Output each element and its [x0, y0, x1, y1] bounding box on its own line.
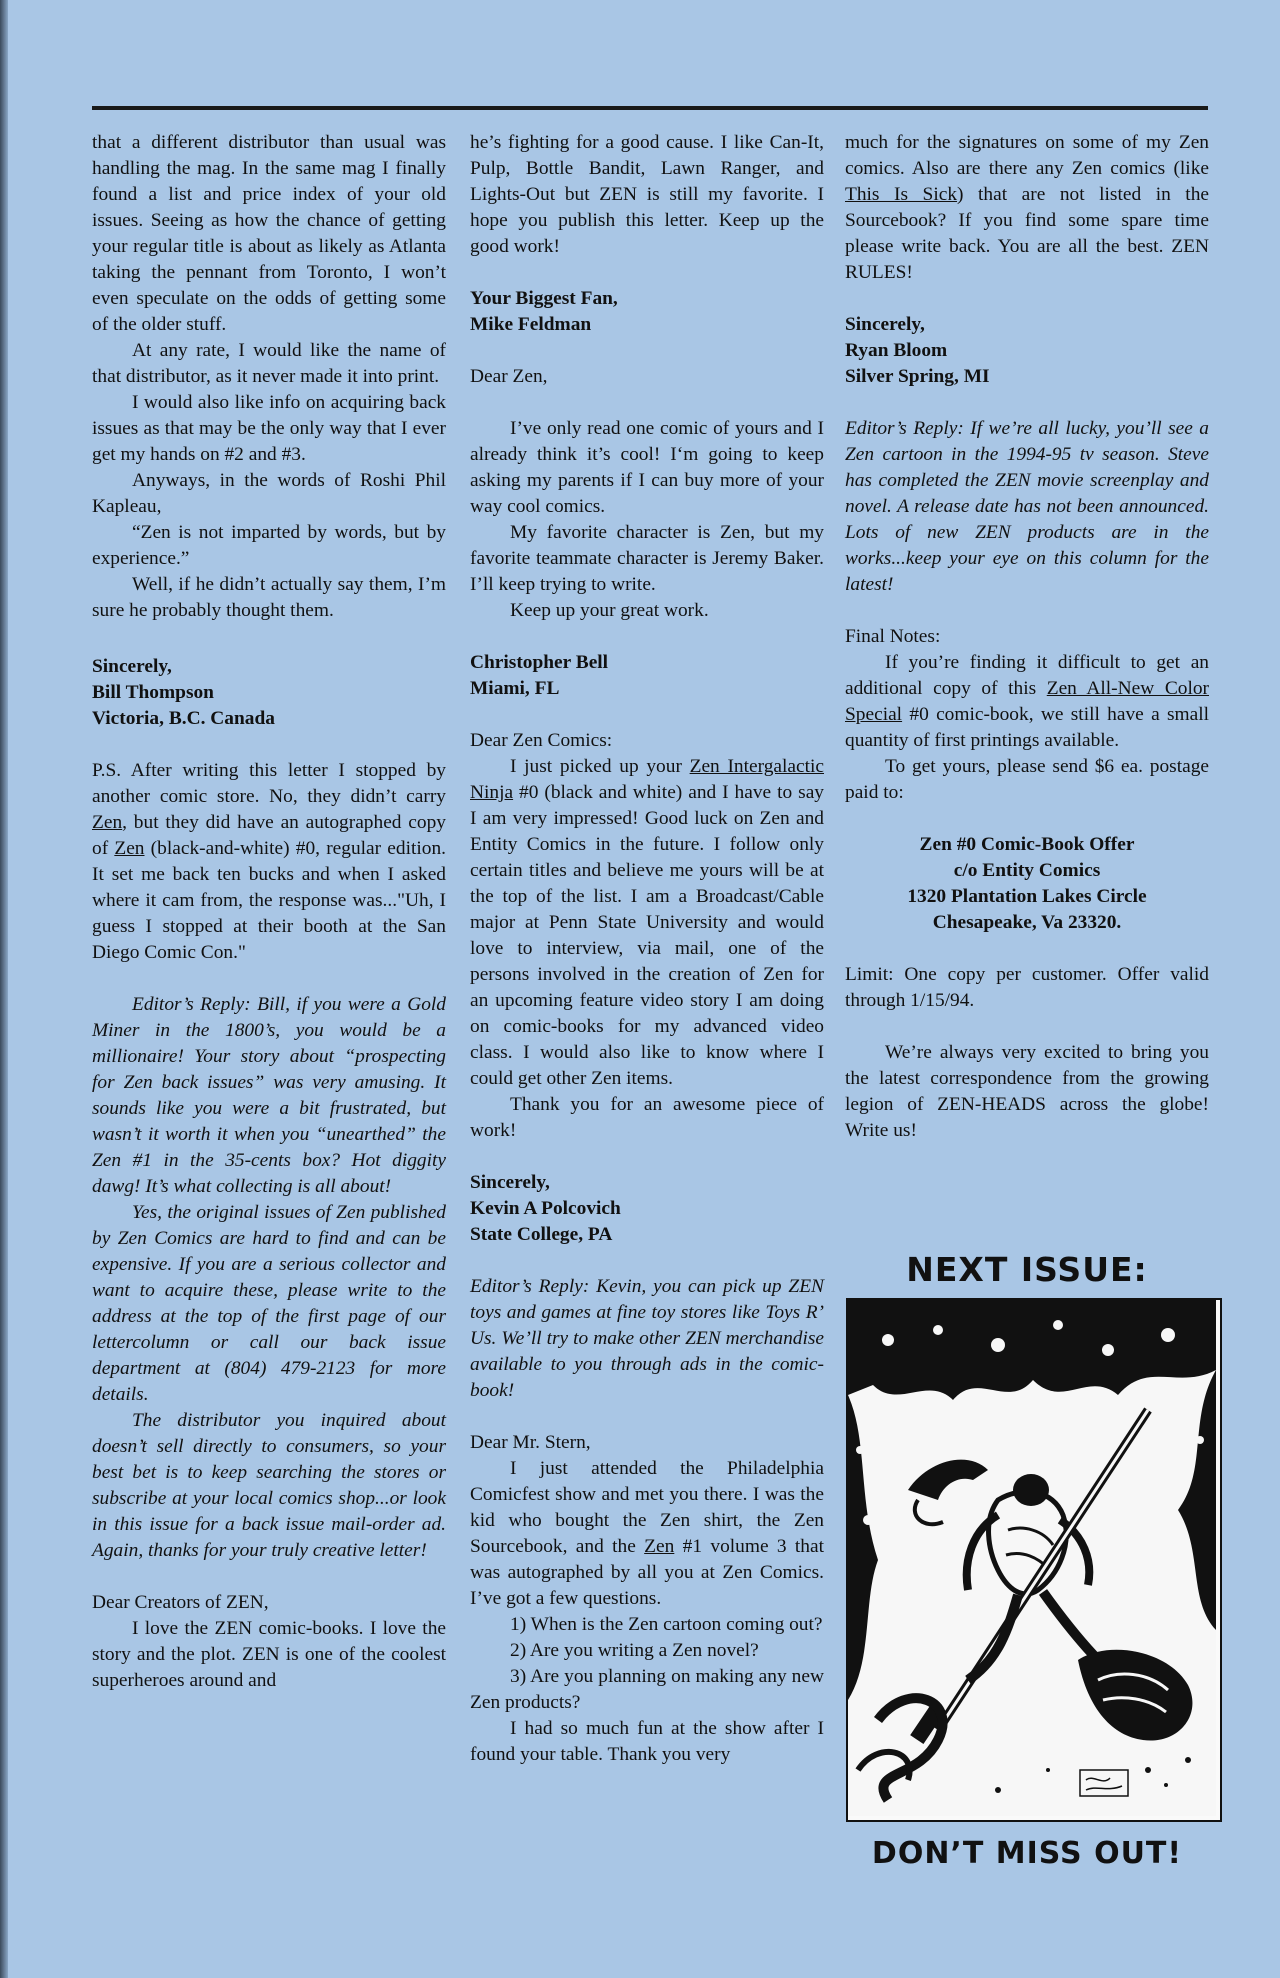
letter1-paragraph: At any rate, I would like the name of that distributor, as it never made it into print.	[92, 340, 446, 387]
letter4-title: Zen Intergalactic Ninja	[470, 756, 824, 803]
letter-greeting: Dear Mr. Stern,	[470, 1432, 591, 1453]
editor-reply: Yes, the original issues of Zen published by Zen Comics are hard to find and can be expensive. If you are a serious collector and want to acquire these, please write to the address at the top of the first page of our lettercolumn or call our back issue department at (804) 479-2123 for more details.	[92, 1202, 446, 1405]
signature-name: Bill Thompson	[92, 682, 214, 703]
letter5-paragraph	[470, 1456, 824, 1612]
letter5-title: This Is Sick	[845, 184, 958, 205]
letter1-paragraph: that a different distributor than usual was handling the mag. In the same mag I finally found a list and price index of your old issues. Seeing as how the chance of getting your regular title is about as likely as Atlanta taking the pennant from Toronto, I won’t even speculate on the odds of getting some of the older stuff.	[92, 132, 446, 335]
editor-reply: The distributor you inquired about doesn’t sell directly to consumers, so your best bet is to keep searching the stores or subscribe at your local comics shop...or look in this issue for a back issue mail-order ad. Again, thanks for your truly creative letter!	[92, 1410, 446, 1561]
offer-address-line: 1320 Plantation Lakes Circle	[907, 886, 1147, 907]
closing-paragraph: We’re always very excited to bring you the latest correspondence from the growing legion of ZEN-HEADS across the globe! Write us!	[845, 1042, 1209, 1141]
page-spine	[0, 0, 8, 1978]
letter5-text: I just attended the Philadelphia Comicfest show and met you there. I was the kid who bought the Zen shirt, the Zen Sourcebook, and the	[470, 1458, 824, 1557]
letter4-text: I just picked up your	[510, 756, 690, 777]
postscript-text: (black-and-white) #0, regular edition. It set me back ten bucks and when I asked where it cam from, the response was..."Uh, I guess I stopped at their booth at the San Diego Comic Con."	[92, 838, 446, 963]
editor-reply: Editor’s Reply: If we’re all lucky, you’ll see a Zen cartoon in the 1994-95 tv season. Steve has completed the ZEN movie screenplay and novel. A release date has not been announced. Lots of new ZEN products are in the works...keep your eye on this column for the latest!	[845, 418, 1209, 595]
letter1-paragraph: Well, if he didn’t actually say them, I’m sure he probably thought them.	[92, 574, 446, 621]
letter2-paragraph: I love the ZEN comic-books. I love the story and the plot. ZEN is one of the coolest superheroes around and	[92, 1618, 446, 1691]
header-rule	[92, 106, 1208, 110]
next-issue-illustration	[846, 1298, 1222, 1822]
signature-closing: Sincerely,	[845, 314, 925, 335]
letter3-paragraph: Keep up your great work.	[510, 600, 709, 621]
letter5-text: much for the signatures on some of my Zen comics. Also are there any Zen comics (like	[845, 132, 1209, 179]
final-notes-text: #0 comic-book, we still have a small quantity of first printings available.	[845, 704, 1209, 751]
letter4-paragraph: Thank you for an awesome piece of work!	[470, 1094, 824, 1141]
signature-name: Kevin A Polcovich	[470, 1198, 621, 1219]
signature-closing: Your Biggest Fan,	[470, 288, 618, 309]
letter1-paragraph: I would also like info on acquiring back issues as that may be the only way that I ever get my hands on #2 and #3.	[92, 392, 446, 465]
letter4-paragraph	[470, 754, 824, 1092]
signature-name: Mike Feldman	[470, 314, 592, 335]
letter5-text: ) that are not listed in the Sourcebook? If you find some spare time please write back. You are all the best. ZEN RULES!	[845, 184, 1209, 283]
editor-reply: Editor’s Reply: Kevin, you can pick up ZEN toys and games at fine toy stores like Toys R’ Us. We’ll try to make other ZEN merchandise available to you through ads in the comic-book!	[470, 1276, 824, 1401]
column-2	[470, 130, 824, 1768]
next-issue-heading: NEXT ISSUE:	[906, 1250, 1148, 1289]
letter3-paragraph: My favorite character is Zen, but my favorite teammate character is Jeremy Baker. I’ll keep trying to write.	[470, 522, 824, 595]
final-notes-heading: Final Notes:	[845, 626, 941, 647]
editor-reply: Editor’s Reply: Bill, if you were a Gold Miner in the 1800’s, you would be a millionaire! Your story about “prospecting for Zen back issues” was very amusing. It sounds like you were a bit frustrated, but wasn’t it worth it when you “unearthed” the Zen #1 in the 35-cents box? Hot diggity dawg! It’s what collecting is all about!	[92, 994, 446, 1197]
letter-greeting: Dear Zen Comics:	[470, 730, 613, 751]
postscript-title: Zen	[92, 812, 123, 833]
signature-location: Miami, FL	[470, 678, 560, 699]
offer-limit: Limit: One copy per customer. Offer valid through 1/15/94.	[845, 964, 1209, 1011]
letter3-paragraph: I’ve only read one comic of yours and I already think it’s cool! I‘m going to keep asking my parents if I can buy more of your way cool comics.	[470, 418, 824, 517]
letter5-paragraph	[845, 130, 1209, 286]
ninja-artwork-icon	[848, 1300, 1216, 1816]
final-notes-title: Zen All-New Color Special	[845, 678, 1209, 725]
column-1	[92, 130, 446, 1694]
final-notes-paragraph	[845, 650, 1209, 754]
signature-location: Silver Spring, MI	[845, 366, 990, 387]
signature-closing: Sincerely,	[92, 656, 172, 677]
letter5-text: #1 volume 3 that was autographed by all you at Zen Comics. I’ve got a few questions.	[470, 1536, 824, 1609]
postscript-title: Zen	[114, 838, 145, 859]
letter-greeting: Dear Zen,	[470, 366, 548, 387]
signature-closing: Sincerely,	[470, 1172, 550, 1193]
signature-location: Victoria, B.C. Canada	[92, 708, 275, 729]
letter5-title: Zen	[644, 1536, 675, 1557]
signature-name: Christopher Bell	[470, 652, 609, 673]
signature-name: Ryan Bloom	[845, 340, 948, 361]
letter1-paragraph: Anyways, in the words of Roshi Phil Kapleau,	[92, 470, 446, 517]
column-3	[845, 130, 1209, 1144]
final-notes-paragraph: To get yours, please send $6 ea. postage paid to:	[845, 756, 1209, 803]
postscript-text: P.S. After writing this letter I stopped by another comic store. No, they didn’t carry	[92, 760, 446, 807]
offer-address-line: c/o Entity Comics	[953, 860, 1101, 881]
letter-greeting: Dear Creators of ZEN,	[92, 1592, 269, 1613]
letter4-text: #0 (black and white) and I have to say I am very impressed! Good luck on Zen and Entity Comics in the future. I follow only certain titles and believe me yours will be at the top of the list. I am a Broadcast/Cable major at Penn State University and would love to interview, via mail, one of the persons involved in the creation of Zen for an upcoming feature video story I am doing on comic-books for my advanced video class. I would also like to know where I could get other Zen items.	[470, 782, 824, 1089]
letter2-paragraph: he’s fighting for a good cause. I like Can-It, Pulp, Bottle Bandit, Lawn Ranger, and Lights-Out but ZEN is still my favorite. I hope you publish this letter. Keep up the good work!	[470, 132, 824, 257]
letter5-question: 1) When is the Zen cartoon coming out?	[510, 1614, 823, 1635]
letter5-question: 3) Are you planning on making any new Zen products?	[470, 1666, 824, 1713]
signature-location: State College, PA	[470, 1224, 613, 1245]
letter5-paragraph: I had so much fun at the show after I found your table. Thank you very	[470, 1718, 824, 1765]
offer-address-line: Chesapeake, Va 23320.	[932, 912, 1122, 933]
letter1-quote: “Zen is not imparted by words, but by experience.”	[92, 522, 446, 569]
letter5-question: 2) Are you writing a Zen novel?	[510, 1640, 759, 1661]
postscript-text: , but they did have an autographed copy of	[92, 812, 446, 859]
postscript	[92, 758, 446, 966]
final-notes-text: If you’re finding it difficult to get an additional copy of this	[845, 652, 1209, 699]
dont-miss-out-heading: DON’T MISS OUT!	[871, 1836, 1183, 1871]
offer-address-line: Zen #0 Comic-Book Offer	[919, 834, 1135, 855]
